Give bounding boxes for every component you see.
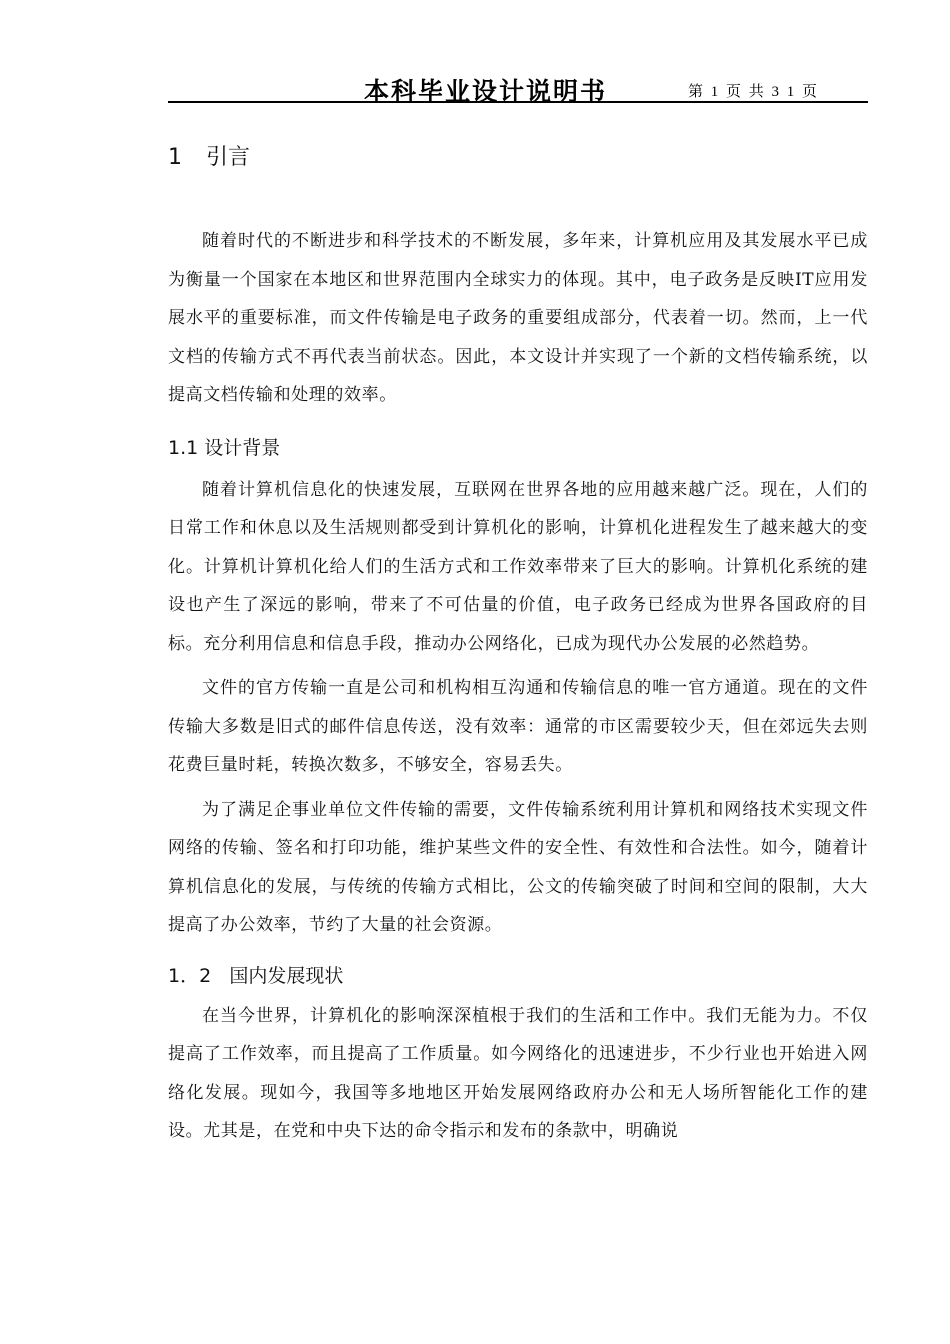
section-number: 1.1: [168, 436, 199, 459]
paragraph: 为了满足企事业单位文件传输的需要，文件传输系统利用计算机和网络技术实现文件网络的传输、签名和打印功能，维护某些文件的安全性、有效性和合法性。如今，随着计算机信息化的发展，与传统的传输方式相比，公文的传输突破了时间和空间的限制，大大提高了办公效率，节约了大量的社会资源。: [168, 799, 868, 935]
section-heading-status: [168, 959, 868, 993]
section-title: 国内发展现状: [229, 964, 344, 987]
section-title: 设计背景: [204, 436, 281, 459]
document-body: [168, 132, 868, 1151]
section-number: 1: [168, 145, 182, 170]
paragraph: 随着计算机信息化的快速发展，互联网在世界各地的应用越来越广泛。现在，人们的日常工作和休息以及生活规则都受到计算机化的影响，计算机化进程发生了越来越大的变化。计算机计算机化给人们的生活方式和工作效率带来了巨大的影响。计算机化系统的建设也产生了深远的影响，带来了不可估量的价值，电子政务已经成为世界各国政府的目标。充分利用信息和信息手段，推动办公网络化，已成为现代办公发展的必然趋势。: [168, 479, 868, 654]
page-header: [168, 62, 868, 106]
header-divider: [168, 101, 868, 103]
document-title: 本科毕业设计说明书: [364, 77, 608, 106]
section-title: 引言: [206, 145, 251, 170]
section-number: 1．2: [168, 964, 212, 987]
section-heading-background: [168, 431, 868, 465]
paragraph: 随着时代的不断进步和科学技术的不断发展，多年来，计算机应用及其发展水平已成为衡量一个国家在本地区和世界范围内全球实力的体现。其中，电子政务是反映IT应用发展水平的重要标准，而文件传输是电子政务的重要组成部分，代表着一切。然而，上一代文档的传输方式不再代表当前状态。因此，本文设计并实现了一个新的文档传输系统，以提高文档传输和处理的效率。: [168, 231, 868, 405]
section-heading-intro: [168, 138, 868, 178]
paragraph: 在当今世界，计算机化的影响深深植根于我们的生活和工作中。我们无能为力。不仅提高了工作效率，而且提高了工作质量。如今网络化的迅速进步，不少行业也开始进入网络化发展。现如今，我国等多地地区开始发展网络政府办公和无人场所智能化工作的建设。尤其是，在党和中央下达的命令指示和发布的条款中，明确说: [168, 1005, 868, 1141]
paragraph: 文件的官方传输一直是公司和机构相互沟通和传输信息的唯一官方通道。现在的文件传输大多数是旧式的邮件信息传送，没有效率：通常的市区需要较少天，但在郊远失去则花费巨量时耗，转换次数多，不够安全，容易丢失。: [168, 678, 868, 775]
page-number: 第 1 页 共 3 1 页: [688, 84, 820, 100]
